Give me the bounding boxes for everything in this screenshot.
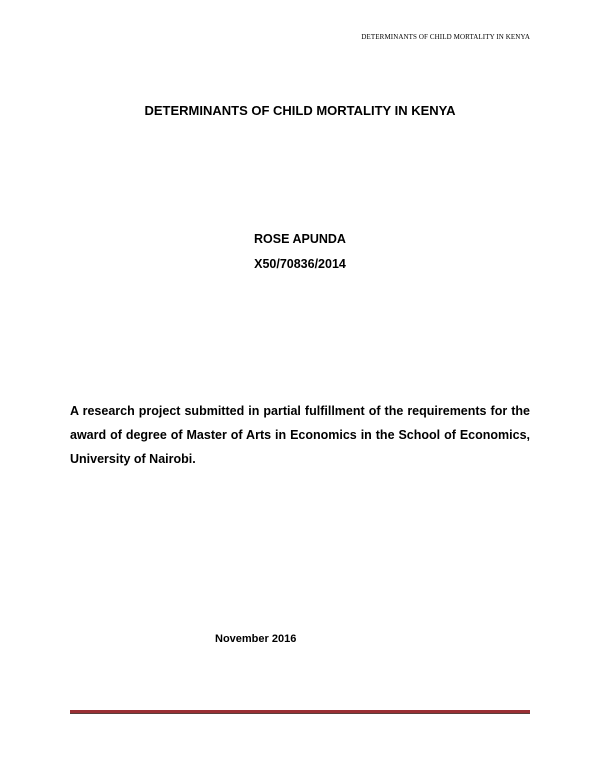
submission-statement: A research project submitted in partial fulfillment of the requirements for the award of degree of Master of Arts in Economics in the School of Economics, University of Nairobi. bbox=[70, 404, 530, 466]
running-header: DETERMINANTS OF CHILD MORTALITY IN KENYA bbox=[361, 33, 530, 41]
footer-rule-shadow bbox=[70, 713, 530, 714]
submission-date: November 2016 bbox=[215, 633, 297, 645]
author-name: ROSE APUNDA bbox=[254, 232, 346, 246]
registration-number: X50/70836/2014 bbox=[254, 257, 346, 271]
document-title: DETERMINANTS OF CHILD MORTALITY IN KENYA bbox=[144, 103, 456, 118]
